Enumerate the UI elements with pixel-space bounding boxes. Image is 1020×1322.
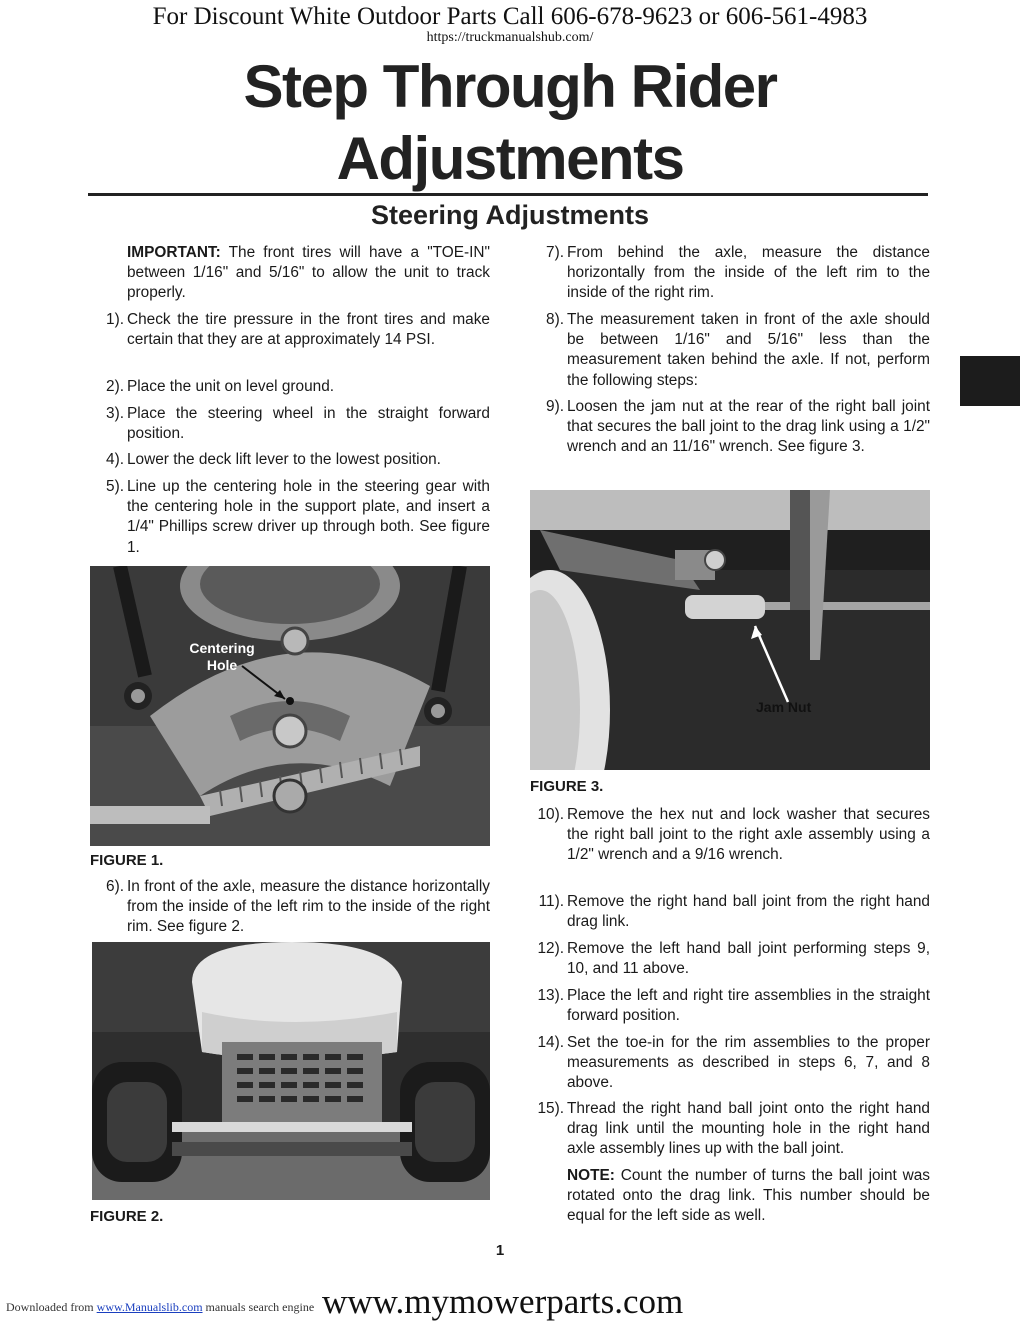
step-text: Line up the centering hole in the steering gear with the centering hole in the support plate, and insert a 1/4" Phillips screw driver up through both. See figure 1. <box>127 478 490 556</box>
callout-line: Centering <box>189 640 255 656</box>
step-text: Set the toe-in for the rim assemblies to the proper measurements as described in steps 6, 7, and 8 above. <box>567 1034 930 1092</box>
step-text: Place the unit on level ground. <box>127 378 335 395</box>
credit-suffix: manuals search engine <box>202 1300 315 1314</box>
step-number: 2). <box>106 378 124 395</box>
download-credit <box>6 1300 314 1315</box>
title-rule <box>88 193 928 196</box>
page-title-line2: Adjustments <box>336 125 684 192</box>
step-text: Loosen the jam nut at the rear of the right ball joint that secures the ball joint to the drag link using a 1/2" wrench and an 11/16" wrench. See figure 3. <box>567 398 930 456</box>
section-title: Steering Adjustments <box>370 200 650 230</box>
step-number: 13). <box>537 987 564 1004</box>
figure-1-label: FIGURE 1. <box>90 852 164 869</box>
important-text: The front tires will have a "TOE-IN" between 1/16" and 5/16" to allow the unit to track properly. <box>127 244 490 302</box>
callout-line: Hole <box>206 657 238 673</box>
discount-banner: For Discount White Outdoor Parts Call 606-678-9623 or 606-561-4983 <box>152 3 868 30</box>
figure-3-callout: Jam Nut <box>756 699 812 715</box>
step-text: In front of the axle, measure the distance horizontally from the inside of the left rim to the inside of the right rim. See figure 2. <box>127 878 490 936</box>
figure-2-label: FIGURE 2. <box>90 1208 164 1225</box>
note-label: NOTE: <box>567 1167 615 1184</box>
important-note <box>127 243 490 304</box>
step-number: 7). <box>546 244 564 261</box>
step-text: Remove the right hand ball joint from the right hand drag link. <box>567 893 930 931</box>
step-text: Place the steering wheel in the straight forward position. <box>127 405 490 443</box>
step-text: Place the left and right tire assemblies in the straight forward position. <box>567 987 930 1025</box>
figure-2-photo <box>92 942 490 1200</box>
step-text: Remove the hex nut and lock washer that secures the right ball joint to the right axle assembly using a 1/2" wrench and a 9/16 wrench. <box>567 806 930 864</box>
note-text: Count the number of turns the ball joint was rotated onto the drag link. This number should be equal for the left side as well. <box>567 1167 930 1225</box>
credit-prefix: Downloaded from <box>6 1300 97 1314</box>
source-url[interactable]: https://truckmanualshub.com/ <box>426 30 594 45</box>
figure-1-photo <box>90 566 490 846</box>
step-text: The measurement taken in front of the axle should be between 1/16" and 5/16" less than the measurement taken behind the axle. If not, perform the following steps: <box>567 311 930 389</box>
section-tab <box>960 356 1020 406</box>
step-number: 10). <box>537 806 564 823</box>
figure-1-callout <box>172 640 272 674</box>
figure-3-photo <box>530 490 930 770</box>
step-number: 11). <box>538 893 564 910</box>
step-number: 9). <box>546 398 564 415</box>
step-number: 15). <box>537 1100 564 1117</box>
important-label: IMPORTANT: <box>127 244 221 261</box>
note <box>567 1166 930 1227</box>
page-title-line1: Step Through Rider <box>243 53 777 120</box>
manualslib-link[interactable]: www.Manualslib.com <box>96 1300 203 1314</box>
step-text: From behind the axle, measure the distance horizontally from the inside of the left rim to the inside of the right rim. <box>567 244 930 302</box>
step-number: 8). <box>546 311 564 328</box>
step-number: 12). <box>537 940 564 957</box>
step-text: Lower the deck lift lever to the lowest position. <box>127 451 441 468</box>
step-number: 14). <box>537 1034 564 1051</box>
figure-3-label: FIGURE 3. <box>530 778 604 795</box>
step-text: Check the tire pressure in the front tires and make certain that they are at approximately 14 PSI. <box>127 311 490 349</box>
step-number: 4). <box>106 451 124 468</box>
step-text: Thread the right hand ball joint onto the right hand drag link until the mounting hole in the right hand axle assembly lines up with the ball joint. <box>567 1100 930 1158</box>
step-number: 1). <box>106 311 124 328</box>
website-footer[interactable]: www.mymowerparts.com <box>322 1282 684 1321</box>
step-number: 5). <box>106 478 124 495</box>
step-number: 3). <box>106 405 124 422</box>
step-text: Remove the left hand ball joint performing steps 9, 10, and 11 above. <box>567 940 930 978</box>
page-number: 1 <box>495 1242 505 1259</box>
step-number: 6). <box>106 878 124 895</box>
